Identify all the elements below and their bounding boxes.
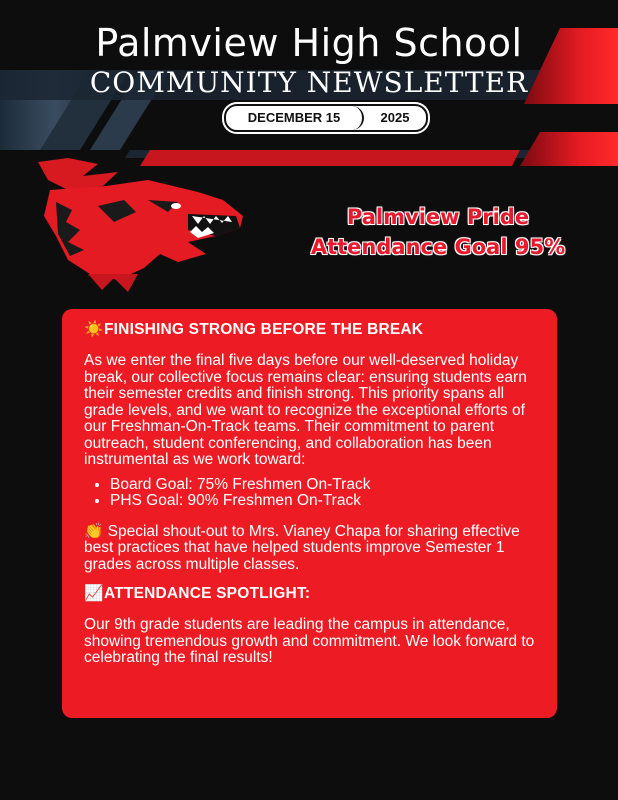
list-item: • PHS Goal: 90% Freshmen On-Track	[110, 493, 546, 510]
shoutout-paragraph	[84, 524, 546, 574]
section-heading-attendance	[84, 583, 546, 605]
section-heading-finishing-strong	[84, 319, 546, 341]
school-title: Palmview High School	[95, 21, 523, 65]
goal-line-2: Attendance Goal 95%	[310, 235, 566, 259]
goal-line-1: Palmview Pride	[346, 205, 530, 229]
clapping-hands-icon: 👏	[84, 522, 104, 540]
year-label: 2025	[380, 110, 410, 125]
list-item: • Board Goal: 75% Freshmen On-Track	[110, 477, 546, 494]
chart-increasing-icon: 📈	[84, 585, 104, 602]
newsletter-subtitle: COMMUNITY NEWSLETTER	[89, 66, 529, 99]
date-label: DECEMBER 15	[226, 106, 364, 130]
article-card	[62, 309, 557, 718]
section-heading-text: FINISHING STRONG BEFORE THE BREAK	[104, 321, 424, 338]
section-heading-text: ATTENDANCE SPOTLIGHT:	[104, 585, 311, 602]
article-content	[84, 319, 546, 667]
intro-paragraph: As we enter the final five days before our well-deserved holiday break, our collective focus remains clear: ensuring students earn their semester credits and finish strong. This priority spans all grade levels, and we want to recognize the exceptional efforts of our Freshman-On-Track teams. Their commitment to parent outreach, student conferencing, and collaboration has been instrumental as we work toward:	[84, 352, 527, 468]
date-badge	[224, 104, 428, 132]
goals-list	[84, 477, 546, 510]
attendance-goal-banner	[268, 202, 608, 262]
wolf-mascot-icon	[28, 150, 258, 300]
sun-icon: ☀️	[84, 321, 104, 338]
shoutout-text: Special shout-out to Mrs. Vianey Chapa for sharing effective best practices that have helped students improve Semester 1 grades across multiple classes.	[84, 522, 520, 573]
attendance-paragraph: Our 9th grade students are leading the campus in attendance, showing tremendous growth and commitment. We look forward to celebrating the final results!	[84, 616, 535, 666]
